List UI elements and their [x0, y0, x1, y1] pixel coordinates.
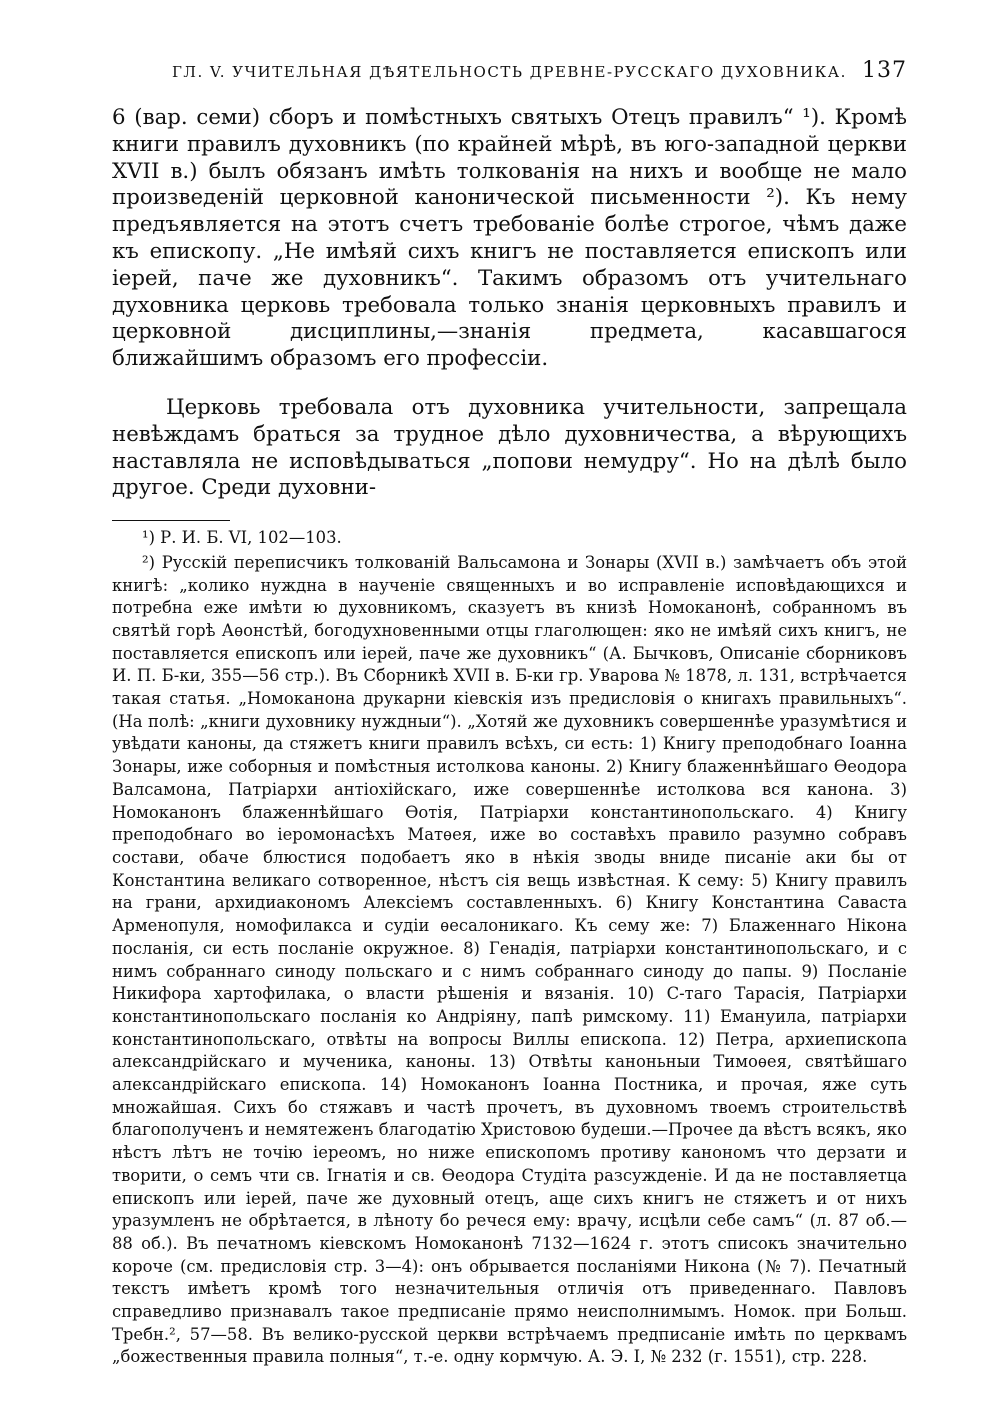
- footnote-1: ¹) Р. И. Б. VI, 102—103.: [142, 528, 342, 548]
- running-title: ГЛ. V. УЧИТЕЛЬНАЯ ДѢЯТЕЛЬНОСТЬ ДРЕВНЕ-РУССКАГО ДУХОВНИКА.: [172, 63, 847, 81]
- main-text: [112, 105, 907, 502]
- footnotes: [112, 527, 907, 1369]
- page-number: 137: [862, 58, 907, 83]
- footnote-2: ²) Русскій переписчикъ толкованій Вальсамона и Зонары (XVII в.) замѣчаетъ объ этой книгѣ: „колико нуждна в наученіе священныхъ и во исправленіе исповѣдающихся и потребна еже имѣти ю духовникомъ, сказуетъ въ книзѣ Номоканонѣ, собранномъ въ святѣй горѣ Аѳонстѣй, богодухновенными отцы глаголющен: яко не имѣяй сихъ книгъ, не поставляется епископъ или іерей, паче же духовникъ“ (А. Бычковъ, Описаніе сборниковъ И. П. Б-ки, 355—56 стр.). Въ Сборникѣ XVII в. Б-ки гр. Уварова № 1878, л. 131, встрѣчается такая статья. „Номоканона друкарни кіевскія изъ предисловія о книгахъ правильныхъ“. (На полѣ: „книги духовнику нуждныи“). „Хотяй же духовникъ совершеннѣе уразумѣтися и увѣдати каноны, да стяжетъ книги правилъ всѣхъ, си есть: 1) Книгу преподобнаго Іоанна Зонары, иже соборныя и помѣстныя истолкова каноны. 2) Книгу блаженнѣйшаго Ѳеодора Валсамона, Патріархи антіохійскаго, иже совершеннѣе истолкова вся канона. 3) Номоканонъ блаженнѣйшаго Ѳотія, Патріархи константинопольскаго. 4) Книгу преподобнаго во іеромонасѣхъ Матѳея, иже во составѣхъ правило разумно собравъ состави, обаче блюстися подобаетъ яко в нѣкія зводы вниде писаніе аки бы от Константина великаго сотворенное, нѣстъ сія вещь извѣстная. К сему: 5) Книгу правилъ на грани, архидиакономъ Алексіемъ составленныхъ. 6) Книгу Константина Саваста Арменопуля, номофилакса и судіи ѳесалоникаго. Къ сему же: 7) Блаженнаго Нікона посланія, си есть посланіе окружное. 8) Генадія, патріархи константинопольскаго, и с нимъ собраннаго синоду польскаго и с нимъ собраннаго синоду до папы. 9) Посланіе Никифора хартофилака, о власти рѣшенія и вязанія. 10) С-таго Тарасія, Патріархи константинопольскаго посланія ко Андріяну, папѣ римскому. 11) Емануила, патріархи константинопольскаго, отвѣты на вопросы Виллы епископа. 12) Петра, архиепископа александрійскаго и мученика, каноны. 13) Отвѣты каноньныи Тимоѳея, святѣйшаго александрійскаго епископа. 14) Номоканонъ Іоанна Постника, и прочая, яже суть множайшая. Сихъ бо стяжавъ и частѣ прочетъ, въ духовномъ твоемъ строительствѣ благополученъ и немятеженъ благодатію Христовою будеши.—Прочее да вѣстъ всякъ, яко нѣстъ лѣтъ не точію іереомъ, но ниже епископомъ противу канономъ что дерзати и творити, о семъ чти св. Ігнатія и св. Ѳеодора Студіта разсужденіе. И да не поставляетца епископъ или іерей, паче же духовный отецъ, аще сихъ книгъ не стяжетъ и от нихъ уразумленъ не обрѣтается, в лѣноту бо речеся ему: врачу, исцѣли себе самъ“ (л. 87 об.—88 об.). Въ печатномъ кіевскомъ Номоканонѣ 7132—1624 г. этотъ списокъ значительно короче (см. предисловія стр. 3—4): онъ обрывается посланіями Никона (№ 7). Печатный текстъ имѣетъ кромѣ того незначительныя отличія отъ приведеннаго. Павловъ справедливо признавалъ такое предписаніе прямо неисполнимымъ. Номок. при Больш. Требн.², 57—58. Въ велико-русской церкви встрѣчаемъ предписаніе имѣть по церквамъ „божественныя правила полныя“, т.-е. одну кормчую. А. Э. I, № 232 (г. 1551), стр. 228.: [112, 552, 907, 1367]
- paragraph-2: Церковь требовала отъ духовника учительности, запрещала невѣждамъ браться за трудное дѣло духовничества, а вѣрующихъ наставляла не исповѣдываться „попови немудру“. Но на дѣлѣ было другое. Среди духовни-: [112, 394, 907, 501]
- book-page: [112, 58, 907, 1378]
- page-header: [112, 58, 907, 83]
- footnote-divider: [112, 520, 230, 521]
- paragraph-1: 6 (вар. семи) сборъ и помѣстныхъ святыхъ Отецъ правилъ“ ¹). Кромѣ книги правилъ духовникъ (по крайней мѣрѣ, въ юго-западной церкви XVII в.) былъ обязанъ имѣть толкованія на нихъ и вообще не мало произведеній церковной канонической письменности ²). Къ нему предъявляется на этотъ счетъ требованіе болѣе строгое, чѣмъ даже къ епископу. „Не имѣяй сихъ книгъ не поставляется епископъ или іерей, паче же духовникъ“. Такимъ образомъ отъ учительнаго духовника церковь требовала только знанія церковныхъ правилъ и церковной дисциплины,—знанія предмета, касавшагося ближайшимъ образомъ его профессіи.: [112, 105, 907, 372]
